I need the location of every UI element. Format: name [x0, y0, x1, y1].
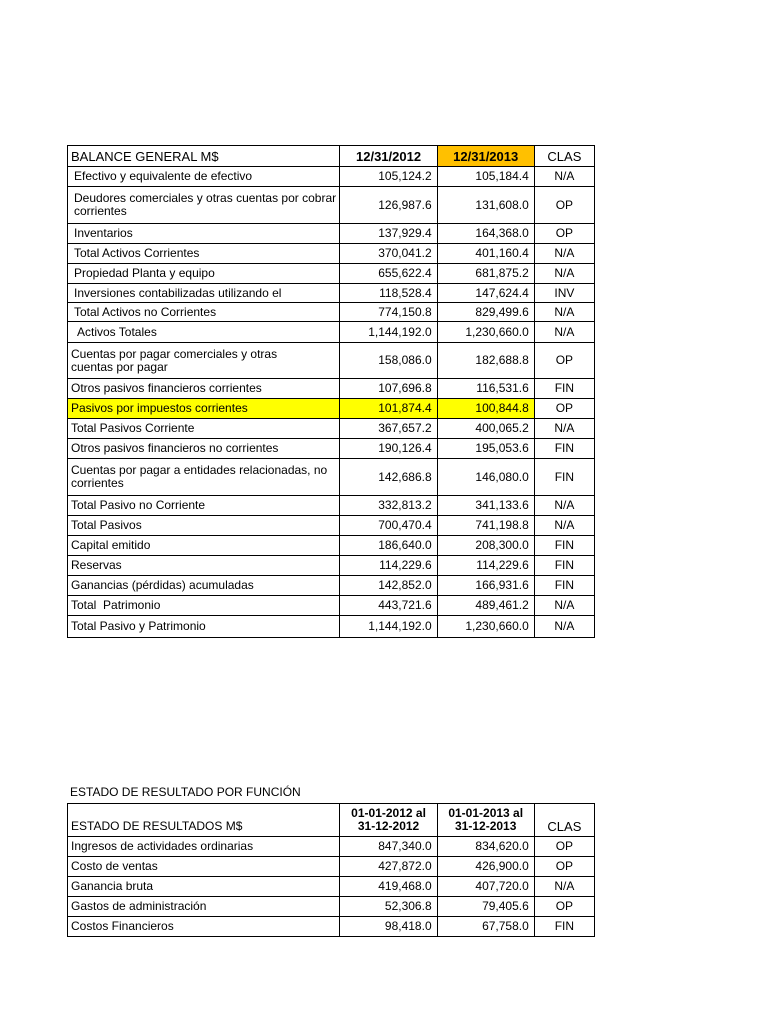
- value-2013: 146,080.0: [437, 459, 534, 496]
- col-header-2013: [437, 804, 534, 837]
- value-2013: 100,844.8: [437, 399, 534, 419]
- value-2013: 166,931.6: [437, 576, 534, 596]
- value-2012: 118,528.4: [340, 284, 437, 303]
- classification: OP: [534, 224, 594, 244]
- row-label: Otros pasivos financieros no corrientes: [68, 439, 340, 459]
- classification: OP: [534, 897, 594, 917]
- row-label: Total Patrimonio: [68, 596, 340, 616]
- table-row: [68, 877, 595, 897]
- row-label: Total Activos no Corrientes: [68, 303, 340, 322]
- row-label: Inversiones contabilizadas utilizando el: [68, 284, 340, 303]
- value-2012: 105,124.2: [340, 167, 437, 187]
- classification: N/A: [534, 596, 594, 616]
- row-label: Total Pasivos Corriente: [68, 419, 340, 439]
- value-2013: 195,053.6: [437, 439, 534, 459]
- value-2012: 52,306.8: [340, 897, 437, 917]
- value-2013: 741,198.8: [437, 516, 534, 536]
- table-row: [68, 917, 595, 937]
- col-header-2012-line1: 01-01-2012 al: [351, 806, 426, 820]
- value-2012: 186,640.0: [340, 536, 437, 556]
- row-label: Activos Totales: [68, 322, 340, 343]
- value-2013: 400,065.2: [437, 419, 534, 439]
- table-row: [68, 857, 595, 877]
- value-2012: 700,470.4: [340, 516, 437, 536]
- classification: N/A: [534, 616, 594, 638]
- table-row: [68, 187, 595, 224]
- row-label: Cuentas por pagar comerciales y otras cuentas por pagar: [68, 343, 340, 379]
- row-label: Total Pasivo no Corriente: [68, 496, 340, 516]
- col-header-2012-line2: 31-12-2012: [357, 819, 420, 833]
- col-header-clas: CLAS: [534, 146, 594, 167]
- value-2012: 332,813.2: [340, 496, 437, 516]
- col-header-2013-line1: 01-01-2013 al: [448, 806, 524, 820]
- value-2013: 426,900.0: [437, 857, 534, 877]
- classification: N/A: [534, 877, 594, 897]
- row-label: Reservas: [68, 556, 340, 576]
- classification: FIN: [534, 536, 594, 556]
- classification: N/A: [534, 516, 594, 536]
- classification: N/A: [534, 322, 594, 343]
- classification: N/A: [534, 167, 594, 187]
- value-2013: 116,531.6: [437, 379, 534, 399]
- classification: OP: [534, 837, 594, 857]
- classification: OP: [534, 187, 594, 224]
- row-label: Ganancia bruta: [68, 877, 340, 897]
- col-header-2013-line2: 31-12-2013: [455, 819, 517, 833]
- table-row: [68, 244, 595, 264]
- classification: N/A: [534, 496, 594, 516]
- classification: INV: [534, 284, 594, 303]
- row-label: Pasivos por impuestos corrientes: [68, 399, 340, 419]
- classification: OP: [534, 399, 594, 419]
- results-header-row: [68, 804, 595, 837]
- value-2012: 142,852.0: [340, 576, 437, 596]
- classification: FIN: [534, 439, 594, 459]
- value-2013: 341,133.6: [437, 496, 534, 516]
- value-2013: 114,229.6: [437, 556, 534, 576]
- row-label: Deudores comerciales y otras cuentas por cobrar corrientes: [68, 187, 340, 224]
- row-label: Costo de ventas: [68, 857, 340, 877]
- value-2012: 190,126.4: [340, 439, 437, 459]
- value-2013: 834,620.0: [437, 837, 534, 857]
- table-row: [68, 343, 595, 379]
- row-label: Ganancias (pérdidas) acumuladas: [68, 576, 340, 596]
- results-title: ESTADO DE RESULTADOS M$: [68, 804, 340, 837]
- col-header-2012: [340, 804, 437, 837]
- value-2013: 131,608.0: [437, 187, 534, 224]
- value-2013: 829,499.6: [437, 303, 534, 322]
- row-label: Ingresos de actividades ordinarias: [68, 837, 340, 857]
- value-2012: 158,086.0: [340, 343, 437, 379]
- value-2013: 105,184.4: [437, 167, 534, 187]
- classification: OP: [534, 343, 594, 379]
- value-2012: 114,229.6: [340, 556, 437, 576]
- table-row: [68, 576, 595, 596]
- col-header-2013: 12/31/2013: [437, 146, 534, 167]
- classification: FIN: [534, 379, 594, 399]
- value-2012: 419,468.0: [340, 877, 437, 897]
- results-caption: ESTADO DE RESULTADO POR FUNCIÓN: [70, 785, 301, 799]
- classification: FIN: [534, 917, 594, 937]
- table-row: [68, 167, 595, 187]
- classification: N/A: [534, 419, 594, 439]
- table-row: [68, 616, 595, 638]
- row-label: Total Activos Corrientes: [68, 244, 340, 264]
- value-2012: 655,622.4: [340, 264, 437, 284]
- classification: N/A: [534, 264, 594, 284]
- value-2012: 101,874.4: [340, 399, 437, 419]
- row-label: Inventarios: [68, 224, 340, 244]
- col-header-2012: 12/31/2012: [340, 146, 437, 167]
- table-row: [68, 516, 595, 536]
- table-row: [68, 379, 595, 399]
- value-2012: 847,340.0: [340, 837, 437, 857]
- value-2012: 107,696.8: [340, 379, 437, 399]
- value-2013: 401,160.4: [437, 244, 534, 264]
- table-row: [68, 556, 595, 576]
- value-2012: 137,929.4: [340, 224, 437, 244]
- income-statement-table: [67, 803, 595, 937]
- classification: N/A: [534, 244, 594, 264]
- row-label: Propiedad Planta y equipo: [68, 264, 340, 284]
- table-row: [68, 264, 595, 284]
- col-header-clas: CLAS: [534, 804, 594, 837]
- classification: OP: [534, 857, 594, 877]
- classification: FIN: [534, 576, 594, 596]
- table-row: [68, 439, 595, 459]
- value-2013: 681,875.2: [437, 264, 534, 284]
- value-2013: 1,230,660.0: [437, 322, 534, 343]
- value-2012: 126,987.6: [340, 187, 437, 224]
- value-2012: 1,144,192.0: [340, 322, 437, 343]
- value-2012: 427,872.0: [340, 857, 437, 877]
- table-row: [68, 496, 595, 516]
- value-2013: 147,624.4: [437, 284, 534, 303]
- row-label: Efectivo y equivalente de efectivo: [68, 167, 340, 187]
- value-2012: 1,144,192.0: [340, 616, 437, 638]
- classification: N/A: [534, 303, 594, 322]
- value-2013: 1,230,660.0: [437, 616, 534, 638]
- classification: FIN: [534, 556, 594, 576]
- value-2012: 98,418.0: [340, 917, 437, 937]
- table-row: [68, 837, 595, 857]
- row-label: Capital emitido: [68, 536, 340, 556]
- table-row: [68, 322, 595, 343]
- row-label: Gastos de administración: [68, 897, 340, 917]
- value-2013: 164,368.0: [437, 224, 534, 244]
- value-2013: 67,758.0: [437, 917, 534, 937]
- value-2012: 774,150.8: [340, 303, 437, 322]
- table-row: [68, 536, 595, 556]
- value-2012: 370,041.2: [340, 244, 437, 264]
- value-2013: 208,300.0: [437, 536, 534, 556]
- table-row: [68, 419, 595, 439]
- value-2013: 407,720.0: [437, 877, 534, 897]
- table-row: [68, 284, 595, 303]
- balance-sheet-table: [67, 145, 595, 638]
- table-row: [68, 303, 595, 322]
- value-2013: 79,405.6: [437, 897, 534, 917]
- value-2012: 443,721.6: [340, 596, 437, 616]
- balance-header-row: [68, 146, 595, 167]
- table-row-highlighted: [68, 399, 595, 419]
- value-2012: 367,657.2: [340, 419, 437, 439]
- value-2013: 182,688.8: [437, 343, 534, 379]
- row-label: Cuentas por pagar a entidades relacionadas, no corrientes: [68, 459, 340, 496]
- value-2013: 489,461.2: [437, 596, 534, 616]
- table-row: [68, 459, 595, 496]
- row-label: Otros pasivos financieros corrientes: [68, 379, 340, 399]
- row-label: Costos Financieros: [68, 917, 340, 937]
- row-label: Total Pasivo y Patrimonio: [68, 616, 340, 638]
- row-label: Total Pasivos: [68, 516, 340, 536]
- value-2012: 142,686.8: [340, 459, 437, 496]
- table-row: [68, 596, 595, 616]
- table-row: [68, 224, 595, 244]
- table-row: [68, 897, 595, 917]
- classification: FIN: [534, 459, 594, 496]
- balance-title: BALANCE GENERAL M$: [68, 146, 340, 167]
